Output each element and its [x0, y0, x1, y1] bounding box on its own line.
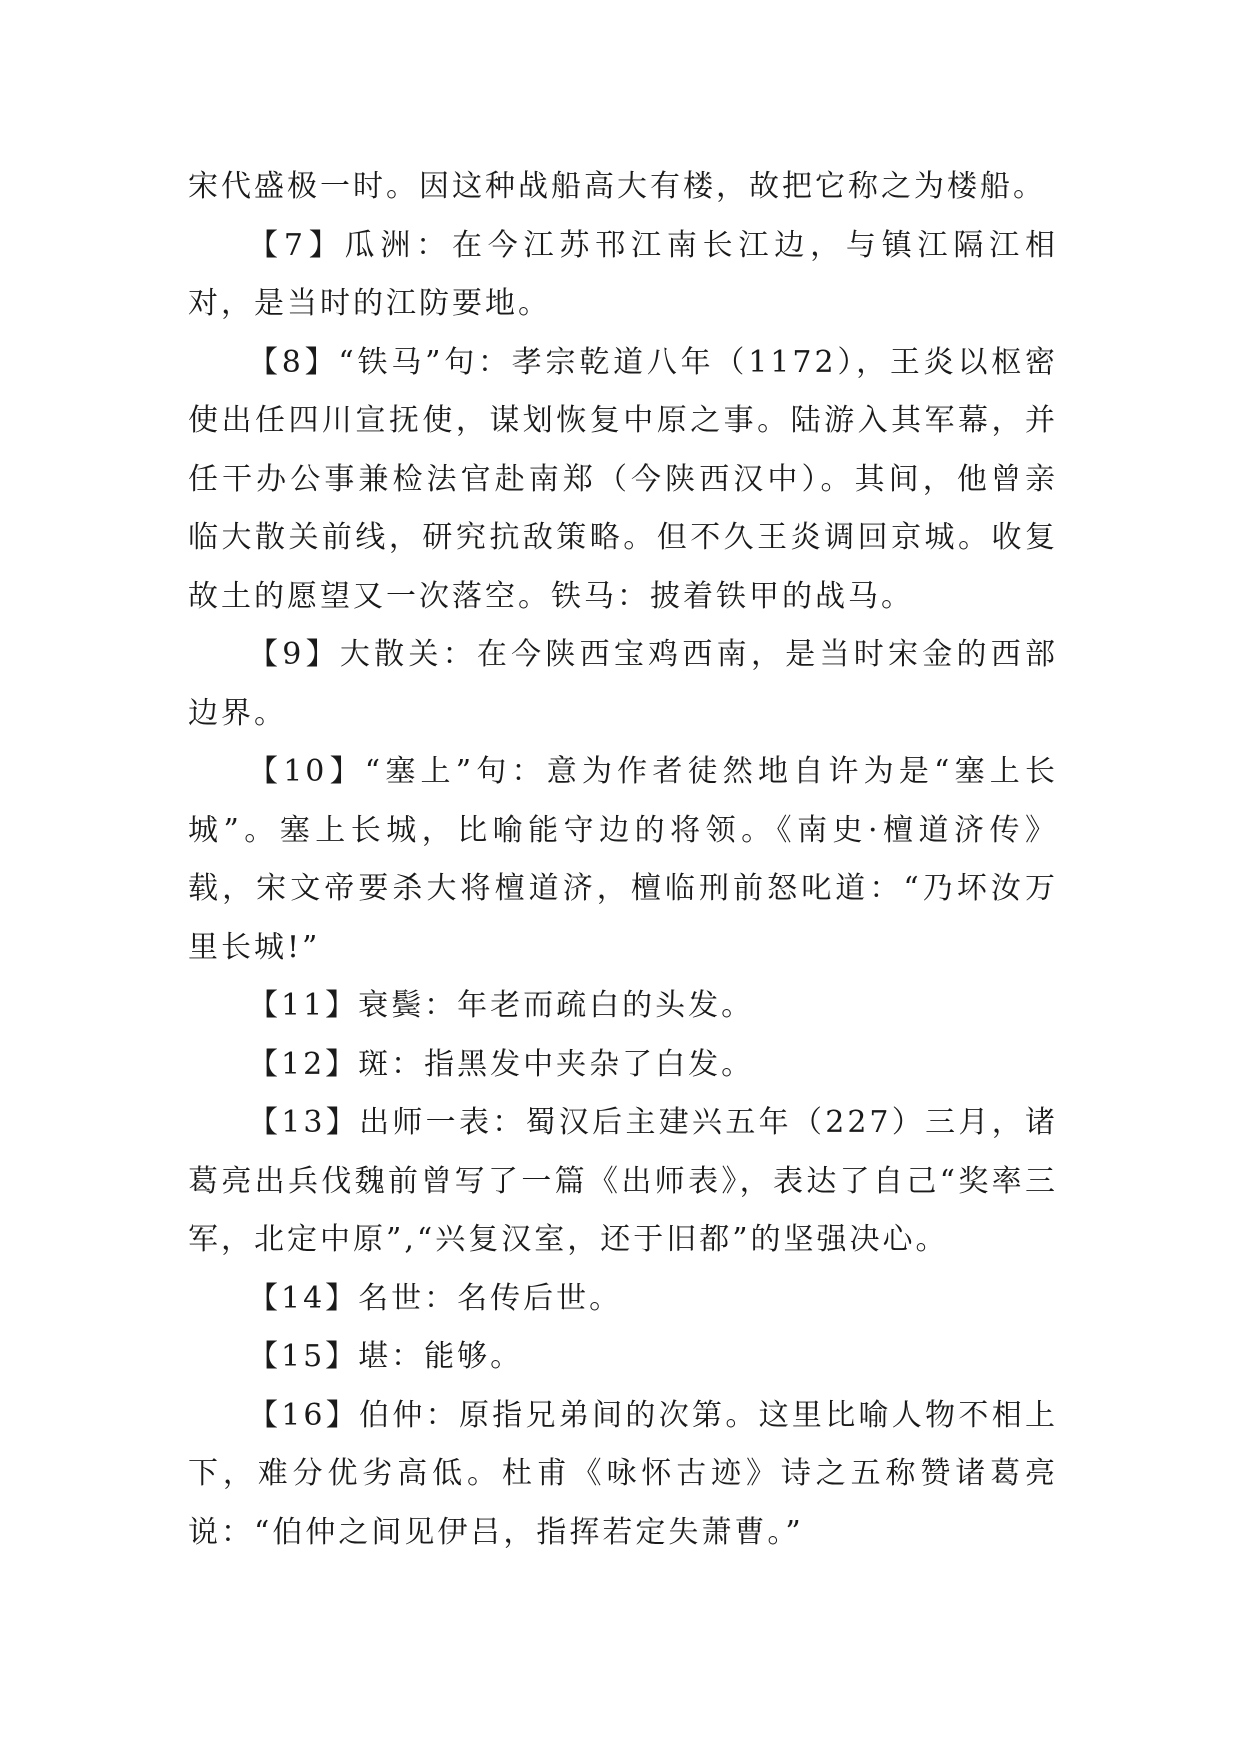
note-11-shuaibin: 【11】衰鬓：年老而疏白的头发。: [248, 988, 755, 1023]
note-16-bozhong: 【16】伯仲：原指兄弟间的次第。这里比喻人物不相上下，难分优劣高低。杜甫《咏怀古迹》诗之五称赞诸葛亮说：“伯仲之间见伊吕，指挥若定失萧曹。”: [188, 1397, 1058, 1550]
note-13-chushiyibiao: 【13】出师一表：蜀汉后主建兴五年（227）三月，诸葛亮出兵伐魏前曾写了一篇《出师表》，表达了自己“奖率三军，北定中原”,“兴复汉室，还于旧都”的坚强决心。: [188, 1105, 1058, 1257]
note-14-mingshi: 【14】名世：名传后世。: [248, 1280, 623, 1316]
note-8-tiema: 【8】“铁马”句：孝宗乾道八年（1172），王炎以枢密使出任四川宣抚使，谋划恢复中原之事。陆游入其军幕，并任干办公事兼检法官赴南郑（今陕西汉中）。其间，他曾亲临大散关前线，研究抗敌策略。但不久王炎调回京城。收复故土的愿望又一次落空。铁马：披着铁甲的战马。: [188, 344, 1058, 614]
document-body: [188, 158, 1058, 1562]
note-7-guazhou: 【7】瓜洲：在今江苏邗江南长江边，与镇江隔江相对，是当时的江防要地。: [188, 227, 1058, 321]
note-12-ban: 【12】斑：指黑发中夹杂了白发。: [248, 1046, 755, 1082]
note-9-dasanguan: 【9】大散关：在今陕西宝鸡西南，是当时宋金的西部边界。: [188, 637, 1058, 731]
paragraph-continuation: 宋代盛极一时。因这种战船高大有楼，故把它称之为楼船。: [188, 169, 1046, 204]
note-15-kan: 【15】堪：能够。: [248, 1339, 524, 1374]
note-10-saishang: 【10】“塞上”句：意为作者徒然地自许为是“塞上长城”。塞上长城，比喻能守边的将领。《南史·檀道济传》载，宋文帝要杀大将檀道济，檀临刑前怒叱道：“乃坏汝万里长城!”: [188, 754, 1058, 965]
